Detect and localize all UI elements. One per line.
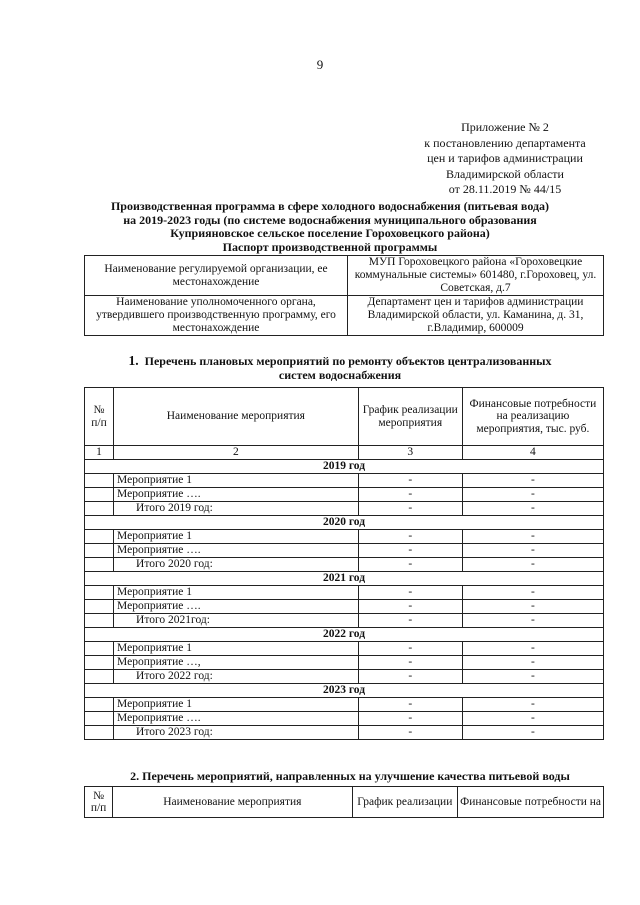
event-name-cell: Мероприятие …. <box>114 544 359 558</box>
passport-heading: Паспорт производственной программы <box>222 239 438 254</box>
table-row <box>85 600 604 614</box>
schedule-cell: - <box>358 474 462 488</box>
column-number: 3 <box>358 446 462 460</box>
schedule-cell: - <box>358 614 462 628</box>
appendix-line: от 28.11.2019 № 44/15 <box>448 182 562 196</box>
row-number-cell <box>85 712 114 726</box>
header-schedule: График реализации <box>352 787 458 818</box>
finance-cell: - <box>462 614 603 628</box>
row-number-cell <box>85 614 114 628</box>
event-name-cell: Мероприятие …. <box>114 488 359 502</box>
schedule-cell: - <box>358 530 462 544</box>
header-schedule: График реализации мероприятия <box>358 388 462 446</box>
passport-value: Департамент цен и тарифов администрации Владимирской области, ул. Каманина, д. 31, г.Владимир, 600009 <box>348 296 604 336</box>
finance-cell: - <box>462 600 603 614</box>
column-number-row <box>85 446 604 460</box>
schedule-cell: - <box>358 712 462 726</box>
passport-label: Наименование регулируемой организации, ее местонахождение <box>85 256 348 296</box>
events-table-2 <box>84 786 604 818</box>
year-row <box>85 460 604 474</box>
finance-cell: - <box>462 642 603 656</box>
table-row <box>85 544 604 558</box>
finance-cell: - <box>462 474 603 488</box>
header-number: № п/п <box>85 388 114 446</box>
event-name-cell: Итого 2019 год: <box>114 502 359 516</box>
finance-cell: - <box>462 502 603 516</box>
year-label: 2019 год <box>85 460 604 474</box>
event-name-cell: Итого 2020 год: <box>114 558 359 572</box>
finance-cell: - <box>462 656 603 670</box>
row-number-cell <box>85 656 114 670</box>
table-row <box>85 712 604 726</box>
year-label: 2020 год <box>85 516 604 530</box>
appendix-line: к постановлению департамента <box>424 135 586 150</box>
schedule-cell: - <box>358 726 462 740</box>
page-number: 9 <box>316 57 324 72</box>
appendix-line: Приложение № 2 <box>461 120 549 134</box>
title-line: на 2019-2023 годы (по системе водоснабжения муниципального образования <box>123 212 537 227</box>
row-number-cell <box>85 558 114 572</box>
header-name: Наименование мероприятия <box>114 388 359 446</box>
table-row <box>85 474 604 488</box>
finance-cell: - <box>462 698 603 712</box>
passport-table <box>84 255 604 336</box>
header-name: Наименование мероприятия <box>113 787 352 818</box>
schedule-cell: - <box>358 558 462 572</box>
schedule-cell: - <box>358 670 462 684</box>
row-number-cell <box>85 586 114 600</box>
finance-cell: - <box>462 670 603 684</box>
column-number: 1 <box>85 446 114 460</box>
schedule-cell: - <box>358 488 462 502</box>
row-number-cell <box>85 474 114 488</box>
year-row <box>85 516 604 530</box>
event-name-cell: Мероприятие 1 <box>114 642 359 656</box>
appendix-line: цен и тарифов администрации <box>427 151 583 165</box>
section1-title-line: систем водоснабжения <box>278 368 402 382</box>
passport-value: МУП Гороховецкого района «Гороховецкие коммунальные системы» 601480, г.Гороховец, ул. Советская, д.7 <box>348 256 604 296</box>
year-label: 2022 год <box>85 628 604 642</box>
schedule-cell: - <box>358 698 462 712</box>
year-row <box>85 684 604 698</box>
header-finance: Финансовые потребности на реализацию мероприятия, тыс. руб. <box>462 388 603 446</box>
event-name-cell: Итого 2021год: <box>114 614 359 628</box>
finance-cell: - <box>462 488 603 502</box>
passport-row <box>85 296 604 336</box>
row-number-cell <box>85 698 114 712</box>
event-name-cell: Мероприятие 1 <box>114 530 359 544</box>
table-header-row <box>85 388 604 446</box>
event-name-cell: Мероприятие 1 <box>114 586 359 600</box>
appendix-line: Владимирской области <box>446 166 564 181</box>
header-finance: Финансовые потребности на <box>458 787 604 818</box>
year-label: 2023 год <box>85 684 604 698</box>
year-row <box>85 628 604 642</box>
section2-heading: 2. Перечень мероприятий, направленных на улучшение качества питьевой воды <box>130 769 570 783</box>
section1-number: 1. <box>128 353 139 368</box>
row-number-cell <box>85 502 114 516</box>
schedule-cell: - <box>358 600 462 614</box>
event-name-cell: Итого 2022 год: <box>114 670 359 684</box>
table-row <box>85 656 604 670</box>
passport-row <box>85 256 604 296</box>
finance-cell: - <box>462 726 603 740</box>
appendix-block <box>400 120 610 198</box>
year-row <box>85 572 604 586</box>
event-name-cell: Мероприятие …, <box>114 656 359 670</box>
schedule-cell: - <box>358 642 462 656</box>
title-line: Куприяновское сельское поселение Гороховецкого района) <box>170 226 490 240</box>
events-table <box>84 387 604 740</box>
total-row <box>85 558 604 572</box>
document-title <box>60 200 600 254</box>
row-number-cell <box>85 544 114 558</box>
finance-cell: - <box>462 712 603 726</box>
event-name-cell: Мероприятие 1 <box>114 698 359 712</box>
table-row <box>85 488 604 502</box>
event-name-cell: Итого 2023 год: <box>114 726 359 740</box>
table-row <box>85 698 604 712</box>
table-row <box>85 586 604 600</box>
title-line: Производственная программа в сфере холодного водоснабжения (питьевая вода) <box>110 199 550 213</box>
section1-title-line: Перечень плановых мероприятий по ремонту объектов централизованных <box>144 354 552 368</box>
row-number-cell <box>85 530 114 544</box>
table-row <box>85 642 604 656</box>
total-row <box>85 726 604 740</box>
finance-cell: - <box>462 586 603 600</box>
event-name-cell: Мероприятие 1 <box>114 474 359 488</box>
row-number-cell <box>85 600 114 614</box>
section1-heading <box>80 354 600 382</box>
event-name-cell: Мероприятие …. <box>114 712 359 726</box>
table-row <box>85 530 604 544</box>
column-number: 2 <box>114 446 359 460</box>
finance-cell: - <box>462 530 603 544</box>
total-row <box>85 502 604 516</box>
table-header-row <box>85 787 604 818</box>
row-number-cell <box>85 642 114 656</box>
row-number-cell <box>85 726 114 740</box>
schedule-cell: - <box>358 544 462 558</box>
header-number: № п/п <box>85 787 113 818</box>
total-row <box>85 670 604 684</box>
finance-cell: - <box>462 544 603 558</box>
schedule-cell: - <box>358 656 462 670</box>
schedule-cell: - <box>358 586 462 600</box>
finance-cell: - <box>462 558 603 572</box>
total-row <box>85 614 604 628</box>
event-name-cell: Мероприятие …. <box>114 600 359 614</box>
passport-label: Наименование уполномоченного органа, утвердившего производственную программу, его местонахождение <box>85 296 348 336</box>
row-number-cell <box>85 488 114 502</box>
row-number-cell <box>85 670 114 684</box>
column-number: 4 <box>462 446 603 460</box>
year-label: 2021 год <box>85 572 604 586</box>
schedule-cell: - <box>358 502 462 516</box>
